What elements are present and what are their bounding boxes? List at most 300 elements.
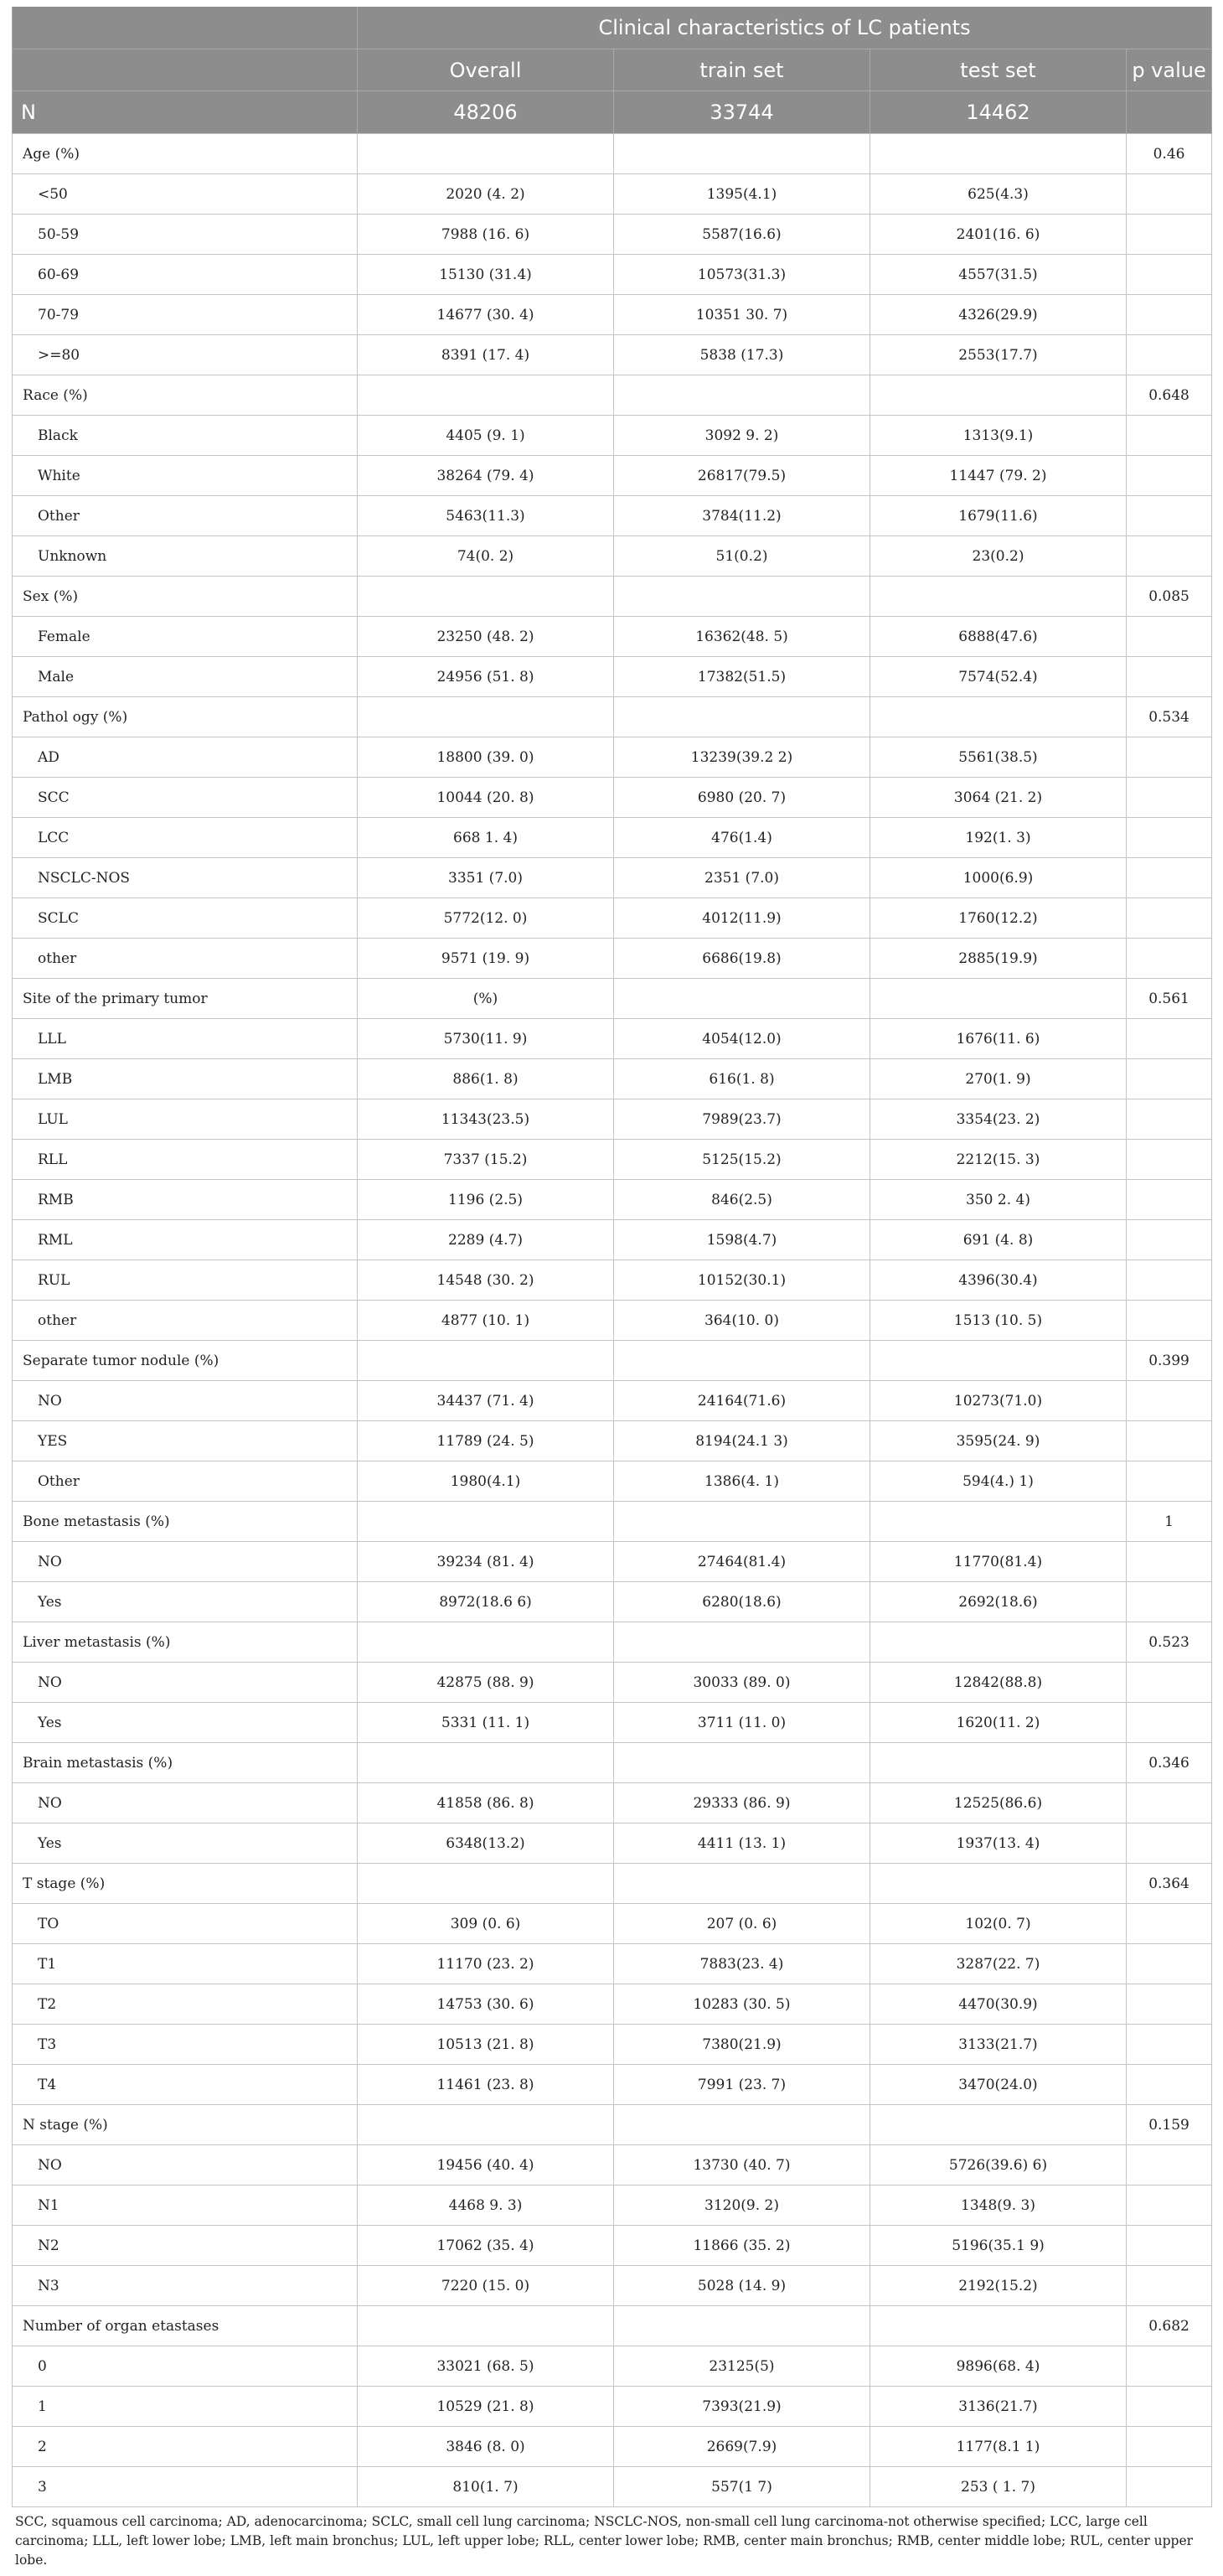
category-row: [13, 1622, 1212, 1663]
subcategory-label: RMB: [13, 1180, 358, 1220]
cell-p-value: [1127, 898, 1212, 939]
subcategory-label: >=80: [13, 335, 358, 375]
cell-test-set: 11770(81.4): [870, 1542, 1127, 1582]
cell-p-value: [1127, 1582, 1212, 1622]
subcategory-label: other: [13, 1301, 358, 1341]
cell-overall: 886(1. 8): [358, 1059, 614, 1099]
cell-test-set: [870, 1341, 1127, 1381]
cell-overall: 7337 (15.2): [358, 1140, 614, 1180]
table-row: [13, 1099, 1212, 1140]
table-row: [13, 1381, 1212, 1421]
cell-p-value: 0.46: [1127, 134, 1212, 174]
cell-overall: [358, 1743, 614, 1783]
cell-p-value: 0.648: [1127, 375, 1212, 416]
cell-train-set: 207 (0. 6): [614, 1904, 870, 1944]
cell-overall: 38264 (79. 4): [358, 456, 614, 496]
cell-train-set: [614, 375, 870, 416]
cell-train-set: 17382(51.5): [614, 657, 870, 697]
column-header-p-value: p value: [1127, 49, 1212, 91]
table-row: [13, 2145, 1212, 2185]
cell-overall: 15130 (31.4): [358, 255, 614, 295]
cell-test-set: 2192(15.2): [870, 2266, 1127, 2306]
cell-train-set: [614, 2306, 870, 2346]
category-label: Liver metastasis (%): [13, 1622, 358, 1663]
cell-train-set: [614, 1864, 870, 1904]
category-row: [13, 134, 1212, 174]
subcategory-label: White: [13, 456, 358, 496]
cell-p-value: [1127, 295, 1212, 335]
cell-train-set: 1386(4. 1): [614, 1461, 870, 1502]
cell-train-set: 30033 (89. 0): [614, 1663, 870, 1703]
cell-p-value: [1127, 456, 1212, 496]
cell-overall: 7988 (16. 6): [358, 215, 614, 255]
subcategory-label: 0: [13, 2346, 358, 2387]
cell-train-set: [614, 1743, 870, 1783]
cell-p-value: [1127, 737, 1212, 778]
cell-train-set: 4411 (13. 1): [614, 1823, 870, 1864]
cell-overall: [358, 1502, 614, 1542]
n-train-set: 33744: [614, 91, 870, 134]
cell-overall: 14677 (30. 4): [358, 295, 614, 335]
cell-p-value: [1127, 1381, 1212, 1421]
table-row: [13, 1301, 1212, 1341]
cell-test-set: 10273(71.0): [870, 1381, 1127, 1421]
cell-test-set: 3133(21.7): [870, 2025, 1127, 2065]
subcategory-label: 1: [13, 2387, 358, 2427]
cell-train-set: [614, 2105, 870, 2145]
table-row: [13, 737, 1212, 778]
category-row: [13, 1502, 1212, 1542]
category-row: [13, 1743, 1212, 1783]
table-caption: Clinical characteristics of LC patients: [358, 7, 1212, 49]
table-row: [13, 456, 1212, 496]
subcategory-label: T1: [13, 1944, 358, 1984]
header-n-row: [13, 91, 1212, 134]
category-label: Sex (%): [13, 577, 358, 617]
table-row: [13, 1461, 1212, 1502]
table-row: [13, 2025, 1212, 2065]
cell-overall: 24956 (51. 8): [358, 657, 614, 697]
cell-p-value: [1127, 1059, 1212, 1099]
cell-train-set: 2351 (7.0): [614, 858, 870, 898]
table-row: [13, 174, 1212, 215]
table-container: [12, 7, 1211, 2570]
table-row: [13, 1019, 1212, 1059]
category-label: N stage (%): [13, 2105, 358, 2145]
cell-overall: 10529 (21. 8): [358, 2387, 614, 2427]
table-row: [13, 1421, 1212, 1461]
category-label: Separate tumor nodule (%): [13, 1341, 358, 1381]
table-row: [13, 496, 1212, 536]
table-row: [13, 2387, 1212, 2427]
cell-overall: 4468 9. 3): [358, 2185, 614, 2226]
subcategory-label: TO: [13, 1904, 358, 1944]
table-row: [13, 215, 1212, 255]
cell-train-set: 3711 (11. 0): [614, 1703, 870, 1743]
cell-train-set: 10351 30. 7): [614, 295, 870, 335]
table-row: [13, 2346, 1212, 2387]
cell-test-set: [870, 2105, 1127, 2145]
subcategory-label: Black: [13, 416, 358, 456]
cell-p-value: [1127, 617, 1212, 657]
cell-p-value: [1127, 416, 1212, 456]
cell-overall: 5772(12. 0): [358, 898, 614, 939]
table-row: [13, 2226, 1212, 2266]
n-overall: 48206: [358, 91, 614, 134]
cell-test-set: 3287(22. 7): [870, 1944, 1127, 1984]
subcategory-label: RUL: [13, 1260, 358, 1301]
cell-test-set: 270(1. 9): [870, 1059, 1127, 1099]
cell-train-set: 7989(23.7): [614, 1099, 870, 1140]
cell-overall: 17062 (35. 4): [358, 2226, 614, 2266]
cell-train-set: 7991 (23. 7): [614, 2065, 870, 2105]
subcategory-label: <50: [13, 174, 358, 215]
cell-p-value: [1127, 496, 1212, 536]
cell-p-value: 1: [1127, 1502, 1212, 1542]
cell-test-set: [870, 1502, 1127, 1542]
table-row: [13, 255, 1212, 295]
category-row: [13, 2105, 1212, 2145]
subcategory-label: N2: [13, 2226, 358, 2266]
cell-overall: 4405 (9. 1): [358, 416, 614, 456]
cell-test-set: 1513 (10. 5): [870, 1301, 1127, 1341]
subcategory-label: Other: [13, 496, 358, 536]
subcategory-label: 3: [13, 2467, 358, 2507]
subcategory-label: NO: [13, 1783, 358, 1823]
cell-test-set: 594(4.) 1): [870, 1461, 1127, 1502]
cell-train-set: 616(1. 8): [614, 1059, 870, 1099]
cell-overall: 23250 (48. 2): [358, 617, 614, 657]
cell-test-set: 7574(52.4): [870, 657, 1127, 697]
subcategory-label: NO: [13, 1381, 358, 1421]
cell-p-value: 0.523: [1127, 1622, 1212, 1663]
column-header-test-set: test set: [870, 49, 1127, 91]
cell-train-set: [614, 134, 870, 174]
cell-p-value: [1127, 215, 1212, 255]
cell-test-set: 2885(19.9): [870, 939, 1127, 979]
cell-p-value: [1127, 1663, 1212, 1703]
cell-overall: 41858 (86. 8): [358, 1783, 614, 1823]
cell-p-value: 0.159: [1127, 2105, 1212, 2145]
subcategory-label: 2: [13, 2427, 358, 2467]
cell-train-set: 13239(39.2 2): [614, 737, 870, 778]
cell-p-value: [1127, 818, 1212, 858]
cell-train-set: 27464(81.4): [614, 1542, 870, 1582]
cell-train-set: 13730 (40. 7): [614, 2145, 870, 2185]
cell-test-set: 1760(12.2): [870, 898, 1127, 939]
cell-train-set: 7883(23. 4): [614, 1944, 870, 1984]
cell-test-set: [870, 577, 1127, 617]
cell-p-value: [1127, 2467, 1212, 2507]
cell-test-set: 4557(31.5): [870, 255, 1127, 295]
cell-test-set: 2553(17.7): [870, 335, 1127, 375]
n-label: N: [13, 91, 358, 134]
cell-p-value: 0.399: [1127, 1341, 1212, 1381]
table-row: [13, 295, 1212, 335]
cell-overall: 5463(11.3): [358, 496, 614, 536]
cell-overall: 668 1. 4): [358, 818, 614, 858]
table-row: [13, 2185, 1212, 2226]
cell-test-set: 1620(11. 2): [870, 1703, 1127, 1743]
cell-train-set: 3784(11.2): [614, 496, 870, 536]
cell-overall: 1196 (2.5): [358, 1180, 614, 1220]
subcategory-label: N1: [13, 2185, 358, 2226]
cell-test-set: 253 ( 1. 7): [870, 2467, 1127, 2507]
cell-overall: 42875 (88. 9): [358, 1663, 614, 1703]
table-row: [13, 1140, 1212, 1180]
table-row: [13, 1059, 1212, 1099]
cell-overall: 11170 (23. 2): [358, 1944, 614, 1984]
cell-train-set: 23125(5): [614, 2346, 870, 2387]
cell-train-set: 5838 (17.3): [614, 335, 870, 375]
category-row: [13, 375, 1212, 416]
category-label: Age (%): [13, 134, 358, 174]
subcategory-label: Male: [13, 657, 358, 697]
cell-train-set: 6980 (20. 7): [614, 778, 870, 818]
subcategory-label: NO: [13, 1542, 358, 1582]
cell-overall: (%): [358, 979, 614, 1019]
cell-test-set: 1000(6.9): [870, 858, 1127, 898]
category-row: [13, 697, 1212, 737]
cell-p-value: [1127, 2025, 1212, 2065]
category-row: [13, 2306, 1212, 2346]
cell-train-set: 6280(18.6): [614, 1582, 870, 1622]
cell-test-set: 9896(68. 4): [870, 2346, 1127, 2387]
cell-test-set: [870, 134, 1127, 174]
cell-p-value: [1127, 1461, 1212, 1502]
table-row: [13, 1944, 1212, 1984]
cell-train-set: 4054(12.0): [614, 1019, 870, 1059]
cell-train-set: 364(10. 0): [614, 1301, 870, 1341]
cell-train-set: 5587(16.6): [614, 215, 870, 255]
cell-train-set: 6686(19.8): [614, 939, 870, 979]
subcategory-label: T2: [13, 1984, 358, 2025]
cell-test-set: 1676(11. 6): [870, 1019, 1127, 1059]
header-blank-cell: [13, 49, 358, 91]
cell-test-set: [870, 375, 1127, 416]
table-row: [13, 1220, 1212, 1260]
cell-test-set: [870, 1743, 1127, 1783]
cell-p-value: [1127, 2266, 1212, 2306]
header-blank-cell: [13, 7, 358, 49]
cell-test-set: 4470(30.9): [870, 1984, 1127, 2025]
cell-overall: 810(1. 7): [358, 2467, 614, 2507]
cell-overall: 10044 (20. 8): [358, 778, 614, 818]
table-body: [13, 134, 1212, 2507]
cell-overall: 11343(23.5): [358, 1099, 614, 1140]
cell-train-set: [614, 577, 870, 617]
cell-train-set: 4012(11.9): [614, 898, 870, 939]
cell-overall: 3351 (7.0): [358, 858, 614, 898]
subcategory-label: Yes: [13, 1703, 358, 1743]
cell-test-set: [870, 979, 1127, 1019]
category-label: Site of the primary tumor: [13, 979, 358, 1019]
subcategory-label: RML: [13, 1220, 358, 1260]
cell-p-value: [1127, 335, 1212, 375]
cell-p-value: [1127, 2346, 1212, 2387]
subcategory-label: 70-79: [13, 295, 358, 335]
cell-p-value: [1127, 1783, 1212, 1823]
cell-train-set: 26817(79.5): [614, 456, 870, 496]
cell-overall: [358, 577, 614, 617]
cell-overall: 10513 (21. 8): [358, 2025, 614, 2065]
cell-test-set: [870, 1864, 1127, 1904]
cell-overall: 2020 (4. 2): [358, 174, 614, 215]
table-row: [13, 1663, 1212, 1703]
subcategory-label: LMB: [13, 1059, 358, 1099]
subcategory-label: AD: [13, 737, 358, 778]
cell-p-value: [1127, 1904, 1212, 1944]
category-row: [13, 979, 1212, 1019]
cell-train-set: [614, 1622, 870, 1663]
cell-train-set: 10152(30.1): [614, 1260, 870, 1301]
cell-p-value: [1127, 1301, 1212, 1341]
cell-test-set: 5196(35.1 9): [870, 2226, 1127, 2266]
subcategory-label: LCC: [13, 818, 358, 858]
category-row: [13, 1341, 1212, 1381]
cell-train-set: 3092 9. 2): [614, 416, 870, 456]
table-row: [13, 1703, 1212, 1743]
cell-test-set: 625(4.3): [870, 174, 1127, 215]
table-row: [13, 778, 1212, 818]
cell-train-set: 29333 (86. 9): [614, 1783, 870, 1823]
cell-overall: 309 (0. 6): [358, 1904, 614, 1944]
cell-p-value: [1127, 2145, 1212, 2185]
category-label: Race (%): [13, 375, 358, 416]
subcategory-label: LUL: [13, 1099, 358, 1140]
cell-p-value: [1127, 2065, 1212, 2105]
table-row: [13, 1180, 1212, 1220]
cell-overall: 33021 (68. 5): [358, 2346, 614, 2387]
category-label: Pathol ogy (%): [13, 697, 358, 737]
cell-p-value: [1127, 1823, 1212, 1864]
cell-test-set: 1679(11.6): [870, 496, 1127, 536]
cell-p-value: [1127, 174, 1212, 215]
cell-overall: 5331 (11. 1): [358, 1703, 614, 1743]
table-row: [13, 2065, 1212, 2105]
cell-overall: 5730(11. 9): [358, 1019, 614, 1059]
cell-overall: 34437 (71. 4): [358, 1381, 614, 1421]
cell-test-set: 5726(39.6) 6): [870, 2145, 1127, 2185]
cell-train-set: 846(2.5): [614, 1180, 870, 1220]
cell-test-set: 4396(30.4): [870, 1260, 1127, 1301]
cell-test-set: 1177(8.1 1): [870, 2427, 1127, 2467]
subcategory-label: Yes: [13, 1823, 358, 1864]
category-label: Number of organ etastases: [13, 2306, 358, 2346]
category-row: [13, 577, 1212, 617]
cell-overall: 14753 (30. 6): [358, 1984, 614, 2025]
table-row: [13, 335, 1212, 375]
cell-overall: 19456 (40. 4): [358, 2145, 614, 2185]
cell-p-value: [1127, 2226, 1212, 2266]
cell-train-set: 5125(15.2): [614, 1140, 870, 1180]
subcategory-label: NO: [13, 1663, 358, 1703]
cell-train-set: 10283 (30. 5): [614, 1984, 870, 2025]
cell-overall: [358, 1622, 614, 1663]
cell-p-value: [1127, 1099, 1212, 1140]
cell-p-value: [1127, 1542, 1212, 1582]
subcategory-label: T3: [13, 2025, 358, 2065]
cell-test-set: 2692(18.6): [870, 1582, 1127, 1622]
table-row: [13, 1260, 1212, 1301]
cell-overall: [358, 2105, 614, 2145]
header-columns-row: [13, 49, 1212, 91]
table-row: [13, 2427, 1212, 2467]
subcategory-label: SCLC: [13, 898, 358, 939]
cell-test-set: 3136(21.7): [870, 2387, 1127, 2427]
cell-p-value: [1127, 1140, 1212, 1180]
category-label: T stage (%): [13, 1864, 358, 1904]
cell-test-set: 1348(9. 3): [870, 2185, 1127, 2226]
cell-p-value: 0.364: [1127, 1864, 1212, 1904]
table-row: [13, 818, 1212, 858]
cell-test-set: 1313(9.1): [870, 416, 1127, 456]
cell-test-set: 3354(23. 2): [870, 1099, 1127, 1140]
header-caption-row: [13, 7, 1212, 49]
cell-train-set: [614, 697, 870, 737]
cell-overall: [358, 2306, 614, 2346]
table-row: [13, 1823, 1212, 1864]
cell-overall: 1980(4.1): [358, 1461, 614, 1502]
table-header: [13, 7, 1212, 134]
cell-test-set: 2212(15. 3): [870, 1140, 1127, 1180]
cell-p-value: [1127, 1019, 1212, 1059]
cell-test-set: 3470(24.0): [870, 2065, 1127, 2105]
cell-overall: 3846 (8. 0): [358, 2427, 614, 2467]
subcategory-label: 60-69: [13, 255, 358, 295]
cell-p-value: [1127, 1180, 1212, 1220]
subcategory-label: other: [13, 939, 358, 979]
n-test-set: 14462: [870, 91, 1127, 134]
cell-train-set: 557(1 7): [614, 2467, 870, 2507]
cell-train-set: 8194(24.1 3): [614, 1421, 870, 1461]
cell-test-set: 1937(13. 4): [870, 1823, 1127, 1864]
table-row: [13, 939, 1212, 979]
cell-overall: [358, 375, 614, 416]
cell-test-set: 2401(16. 6): [870, 215, 1127, 255]
cell-p-value: 0.534: [1127, 697, 1212, 737]
cell-test-set: 350 2. 4): [870, 1180, 1127, 1220]
cell-test-set: 6888(47.6): [870, 617, 1127, 657]
subcategory-label: SCC: [13, 778, 358, 818]
cell-overall: 11461 (23. 8): [358, 2065, 614, 2105]
cell-test-set: 3595(24. 9): [870, 1421, 1127, 1461]
table-row: [13, 1542, 1212, 1582]
table-footnote: SCC, squamous cell carcinoma; AD, adenocarcinoma; SCLC, small cell lung carcinoma; NSCLC-NOS, non-small cell lung carcinoma-not otherwise specified; LCC, large cell carcinoma; LLL, left lower lobe; LMB, left main bronchus; LUL, left upper lobe; RLL, center lower lobe; RMB, center main bronchus; RMB, center middle lobe; RUL, center upper lobe.: [15, 2514, 1194, 2568]
column-header-overall: Overall: [358, 49, 614, 91]
cell-overall: [358, 1864, 614, 1904]
cell-test-set: 3064 (21. 2): [870, 778, 1127, 818]
cell-train-set: 16362(48. 5): [614, 617, 870, 657]
cell-p-value: [1127, 1421, 1212, 1461]
cell-train-set: 10573(31.3): [614, 255, 870, 295]
table-row: [13, 416, 1212, 456]
subcategory-label: NSCLC-NOS: [13, 858, 358, 898]
subcategory-label: Other: [13, 1461, 358, 1502]
table-row: [13, 617, 1212, 657]
cell-train-set: [614, 1502, 870, 1542]
subcategory-label: Yes: [13, 1582, 358, 1622]
cell-train-set: 2669(7.9): [614, 2427, 870, 2467]
cell-overall: 8391 (17. 4): [358, 335, 614, 375]
table-row: [13, 1904, 1212, 1944]
cell-p-value: [1127, 778, 1212, 818]
subcategory-label: LLL: [13, 1019, 358, 1059]
cell-p-value: 0.346: [1127, 1743, 1212, 1783]
cell-p-value: [1127, 1944, 1212, 1984]
cell-overall: 7220 (15. 0): [358, 2266, 614, 2306]
cell-overall: 74(0. 2): [358, 536, 614, 577]
